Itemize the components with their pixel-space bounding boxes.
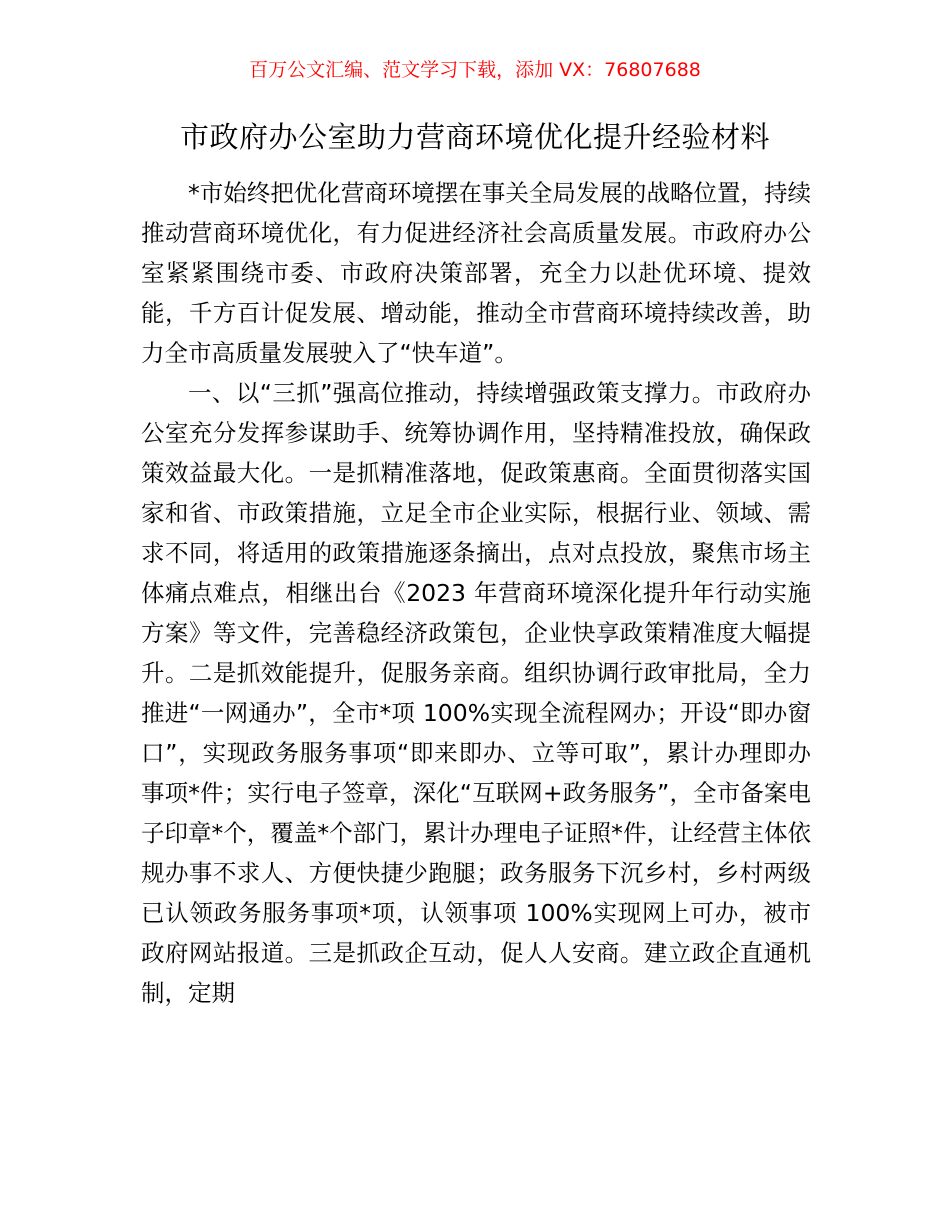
paragraph-intro: *市始终把优化营商环境摆在事关全局发展的战略位置，持续推动营商环境优化，有力促进经济社会高质量发展。市政府办公室紧紧围绕市委、市政府决策部署，充全力以赴优环境、提效能，千方百计促发展、增动能，推动全市营商环境持续改善，助力全市高质量发展驶入了“快车道”。 <box>141 179 811 367</box>
paragraph-section-one: 一、以“三抓”强高位推动，持续增强政策支撑力。市政府办公室充分发挥参谋助手、统筹协调作用，坚持精准投放，确保政策效益最大化。一是抓精准落地，促政策惠商。全面贯彻落实国家和省、市政策措施，立足全市企业实际，根据行业、领域、需求不同，将适用的政策措施逐条摘出，点对点投放，聚焦市场主体痛点难点，相继出台《2023 年营商环境深化提升年行动实施方案》等文件，完善稳经济政策包，企业快享政策精准度大幅提升。二是抓效能提升，促服务亲商。组织协调行政审批局，全力推进“一网通办”，全市*项 100%实现全流程网办；开设“即办窗口”，实现政务服务事项“即来即办、立等可取”，累计办理即办事项*件；实行电子签章，深化“互联网+政务服务”，全市备案电子印章*个，覆盖*个部门，累计办理电子证照*件，让经营主体依规办事不求人、方便快捷少跑腿；政务服务下沉乡村，乡村两级已认领政务服务事项*项，认领事项 100%实现网上可办，被市政府网站报道。三是抓政企互动，促人人安商。建立政企直通机制，定期 <box>141 379 811 1007</box>
document-title: 市政府办公室助力营商环境优化提升经验材料 <box>179 120 770 154</box>
document-body <box>141 173 811 1013</box>
watermark-header: 百万公文汇编、范文学习下载，添加 VX：76807688 <box>249 59 701 81</box>
